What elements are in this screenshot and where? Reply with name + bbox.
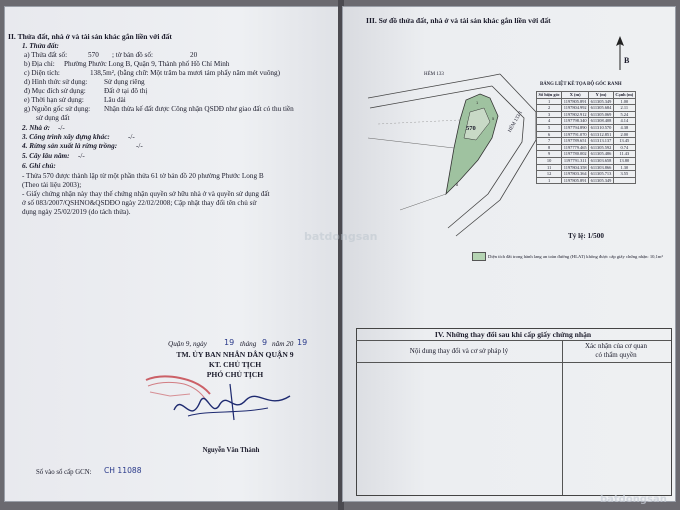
coord-cell-point: 11 (537, 164, 562, 171)
issue-date-day: 19 (224, 338, 235, 347)
coord-cell-y: 611305.349 (590, 177, 612, 183)
coord-cell-x: 1197805.891 (563, 177, 587, 183)
coord-cell-y: 611303.866 (590, 164, 612, 170)
issue-date-year: 19 (297, 338, 308, 347)
coord-cell-x: 1197779.465 (563, 144, 587, 150)
authority-name: TM. ỦY BAN NHÂN DÂN QUẬN 9 (176, 350, 294, 359)
svg-text:1: 1 (476, 100, 479, 105)
map-sheet-number: 20 (190, 51, 198, 59)
usage-purpose-label: đ) Mục đích sử dụng: (24, 87, 86, 95)
other-works-heading: 3. Công trình xây dựng khác: (22, 133, 110, 141)
parcel-map (360, 60, 538, 246)
coord-cell-point: 7 (537, 138, 562, 145)
changes-table-divider-1 (356, 340, 671, 341)
coord-cell-y: 611305.486 (590, 151, 612, 157)
coord-table (536, 91, 636, 184)
coord-table-row (537, 131, 636, 138)
section-3-title: III. Sơ đồ thửa đất, nhà ở và tài sản khác gắn liền với đất (366, 16, 551, 25)
parcel-label: 570 (466, 125, 476, 132)
section-4-title: IV. Những thay đổi sau khi cấp giấy chứng nhận (434, 330, 592, 339)
coord-cell-point: 9 (537, 151, 562, 158)
coord-cell-edge: 4.14 (613, 118, 635, 125)
coord-cell-y: 611305.349 (590, 98, 612, 104)
coord-cell-point: 1 (537, 98, 562, 105)
coord-cell-y: 611305.592 (590, 144, 612, 150)
legend-swatch (472, 252, 486, 261)
usage-form-value: Sử dụng riêng (104, 78, 145, 86)
road-label-right: HẺM 133/1 (507, 110, 524, 134)
notes-heading: 6. Ghi chú: (22, 162, 56, 170)
coord-cell-point: 4 (537, 118, 562, 125)
coord-cell-y: 611312.851 (590, 131, 612, 137)
coord-table-row (537, 138, 636, 145)
coord-cell-edge: 11.43 (613, 151, 635, 158)
coord-cell-y: 611313.137 (590, 138, 612, 144)
coord-cell-y: 611303.658 (590, 157, 612, 163)
watermark-center: batdongsan (304, 230, 378, 243)
coord-cell-x: 1197791.070 (563, 131, 587, 137)
parcel-number: 570 (88, 51, 99, 59)
coord-cell-point: 3 (537, 111, 562, 118)
address-value: Phường Phước Long B, Quận 9, Thành phố Hồ Chí Minh (64, 60, 230, 68)
coord-cell-edge: 1.00 (613, 98, 635, 105)
origin-value-line2: sử dụng đất (36, 114, 70, 122)
coord-header-point: Số hiệu góc (538, 92, 560, 97)
coord-cell-edge (613, 177, 635, 184)
coord-cell-edge: 0.74 (613, 144, 635, 151)
origin-label: g) Nguồn gốc sử dụng: (24, 105, 91, 113)
north-label: B (624, 56, 630, 65)
origin-value-line1: Nhận thừa kế đất được Công nhận QSDĐ như giao đất có thu tiền (104, 105, 294, 113)
coord-table-row (537, 144, 636, 151)
coord-header-edge: Cạnh (m) (615, 92, 634, 97)
issue-date-month: 9 (262, 338, 268, 347)
coord-cell-y: 611305.713 (590, 171, 612, 177)
book-number: CH 11088 (104, 466, 142, 475)
coord-cell-point: 12 (537, 171, 562, 178)
svg-text:5: 5 (492, 116, 495, 121)
perennial-heading: 5. Cây lâu năm: (22, 152, 70, 160)
coord-header-x: X (m) (562, 92, 589, 99)
coord-cell-edge: 4.38 (613, 124, 635, 131)
usage-term-value: Lâu dài (104, 96, 126, 104)
coord-table-header (537, 92, 636, 99)
coord-table-row (537, 171, 636, 178)
map-scale: Tỷ lệ: 1/500 (568, 232, 604, 240)
coord-cell-point: 5 (537, 124, 562, 131)
issue-date-month-label: tháng (240, 340, 257, 348)
map-sheet-label: ; tờ bản đồ số: (112, 51, 153, 59)
note-line-4: ở số 083/2007/QSHNO&QSDĐO ngày 22/02/2008; Cập nhật thay đổi tên chủ sử (22, 199, 257, 207)
house-heading: 2. Nhà ở: (22, 124, 51, 132)
usage-term-label: e) Thời hạn sử dụng: (24, 96, 84, 104)
coord-cell-x: 1197803.364 (563, 171, 587, 177)
coord-cell-x: 1197802.912 (563, 111, 587, 117)
watermark-corner: batdongsan (600, 494, 667, 505)
coord-cell-x: 1197798.340 (563, 118, 587, 124)
coord-cell-point: 10 (537, 157, 562, 164)
note-line-1: - Thửa 570 được thành lập từ một phần thửa 61 tờ bản đồ 20 phường Phước Long B (22, 172, 264, 180)
coord-cell-x: 1197789.651 (563, 138, 587, 144)
coord-cell-point: 6 (537, 131, 562, 138)
other-works-value: -/- (128, 133, 135, 141)
coord-cell-edge: 5.24 (613, 111, 635, 118)
coord-cell-edge: 13.80 (613, 157, 635, 164)
forest-heading: 4. Rừng sản xuất là rừng trồng: (22, 142, 118, 150)
area-label: c) Diện tích: (24, 69, 60, 77)
signature-icon (168, 380, 298, 436)
changes-table-divider-2 (356, 362, 671, 363)
coord-table-row (537, 151, 636, 158)
issue-date-year-label: năm 20 (272, 340, 294, 348)
coord-cell-x: 1197780.002 (563, 151, 587, 157)
coord-cell-y: 611310.570 (590, 124, 612, 130)
note-line-5: dụng ngày 25/02/2019 (do tách thửa). (22, 208, 131, 216)
coord-cell-edge: 3.55 (613, 171, 635, 178)
coord-cell-edge: 13.45 (613, 138, 635, 145)
coord-cell-y: 611308.408 (590, 118, 612, 124)
note-line-2: (Theo tài liệu 2003); (22, 181, 82, 189)
coord-table-row (537, 157, 636, 164)
usage-form-label: d) Hình thức sử dụng: (24, 78, 88, 86)
road-label-top: HẺM 133 (424, 72, 444, 77)
coord-cell-edge: 1.30 (613, 164, 635, 171)
note-line-3: - Giấy chứng nhận này thay thế chứng nhận quyền sở hữu nhà ở và quyền sử dụng đất (22, 190, 270, 198)
vice-chairman-title: PHÓ CHỦ TỊCH (206, 370, 264, 379)
coord-table-row (537, 118, 636, 125)
coord-table-row (537, 124, 636, 131)
coord-table-row (537, 111, 636, 118)
forest-value: -/- (136, 142, 143, 150)
svg-text:8: 8 (456, 182, 459, 187)
north-arrow-icon (610, 34, 630, 74)
book-number-label: Số vào sổ cấp GCN: (36, 469, 92, 476)
coord-table-row (537, 98, 636, 105)
changes-col-confirm-line2: có thẩm quyền (595, 351, 637, 359)
coord-cell-x: 1197804.358 (563, 164, 587, 170)
parcel-heading: 1. Thửa đất: (22, 42, 59, 50)
coord-table-row (537, 164, 636, 171)
coord-table-row (537, 177, 636, 184)
legend-text: Diện tích đất trong hành lang an toàn đường (HLAT) không được cấp giấy chứng nhận: 10,1m² (488, 254, 663, 259)
coord-cell-point: 2 (537, 105, 562, 112)
coord-cell-edge: 2.00 (613, 131, 635, 138)
signer-name: Nguyễn Văn Thành (202, 447, 260, 454)
coord-cell-edge: 2.11 (613, 105, 635, 112)
usage-purpose-value: Đất ở tại đô thị (104, 87, 148, 95)
parcel-number-label: a) Thửa đất số: (24, 51, 68, 59)
coord-cell-point: 8 (537, 144, 562, 151)
coord-table-row (537, 105, 636, 112)
coord-cell-point: 1 (537, 177, 562, 184)
coord-table-title: BẢNG LIỆT KÊ TỌA ĐỘ GÓC RANH (540, 82, 622, 87)
on-behalf-title: KT. CHỦ TỊCH (208, 360, 262, 369)
coord-cell-x: 1197805.891 (563, 98, 587, 104)
coord-cell-x: 1197804.992 (563, 105, 587, 111)
changes-table-col-divider (562, 340, 563, 495)
issue-date-prefix: Quận 9, ngày (168, 340, 207, 348)
coord-cell-x: 1197791.311 (562, 157, 589, 164)
coord-cell-y: 611305.684 (590, 105, 612, 111)
section-2-title: II. Thửa đất, nhà ở và tài sản khác gắn liền với đất (8, 32, 172, 41)
coord-header-y: Y (m) (589, 92, 614, 99)
changes-col-content: Nội dung thay đổi và cơ sở pháp lý (409, 347, 509, 355)
address-label: b) Địa chỉ: (24, 60, 55, 68)
changes-col-confirm-line1: Xác nhận của cơ quan (584, 342, 647, 350)
coord-cell-y: 611305.069 (590, 111, 612, 117)
area-value: 138,5m², (bằng chữ: Một trăm ba mươi tám phẩy năm mét vuông) (90, 69, 281, 77)
house-value: -/- (58, 124, 65, 132)
perennial-value: -/- (78, 152, 85, 160)
coord-cell-x: 1197794.890 (563, 124, 587, 130)
